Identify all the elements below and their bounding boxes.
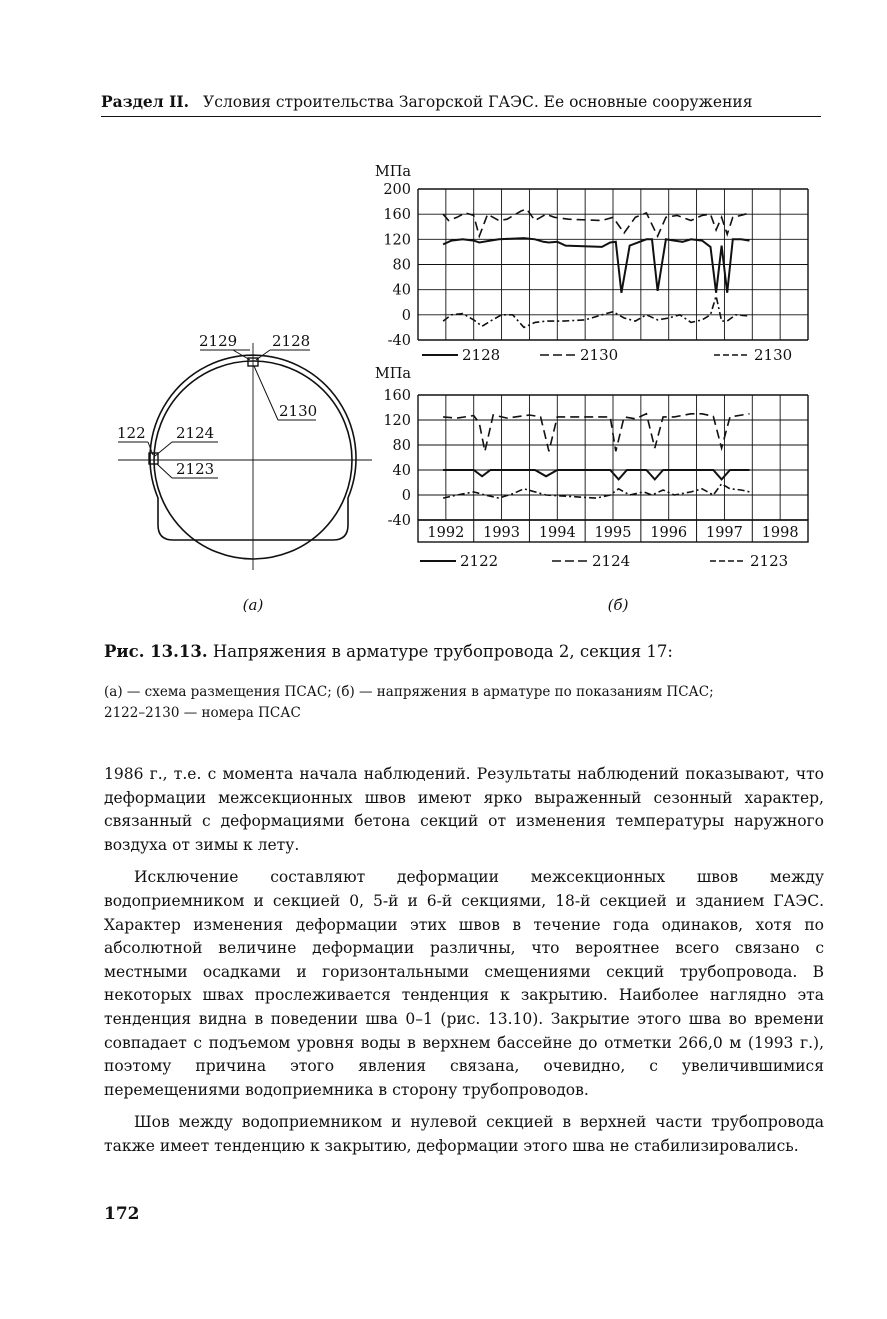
y-tick-label: 40 [392,463,411,479]
legend-label: 2122 [460,552,499,570]
leader-2130 [254,366,278,420]
y-tick-label: 0 [401,307,411,324]
scheme-label-122: 122 [117,424,146,442]
y-tick-label: 40 [392,282,411,299]
y-tick-label: 80 [392,438,411,454]
y-tick-label: 200 [383,182,411,198]
scheme-label-2130: 2130 [279,402,318,420]
paragraph-2: Исключение составляют деформации межсекционных швов между водоприемником и секцией 0, 5-й и 6-й секциями, 18-й секцией и зданием ГАЭС. Характер изменения деформации этих швов в течение года одинаков, хотя по абсолютной величине деформации различны, что вероятнее всего связано с местными осадками и горизонтальными смещениями секций трубопровода. В некоторых швах прослеживается тенденция к закрытию. Наиболее наглядно эта тенденция видна в поведении шва 0–1 (рис. 13.10). Закрытие этого шва во времени совпадает с подъемом уровня воды в верхнем бассейне до отметки 266,0 м (1993 г.), поэтому причина этого явления связана, очевидно, с увеличившимися перемещениями водоприемника в сторону трубопроводов. [104,868,824,1099]
x-tick-label: 1992 [427,525,465,541]
y-tick-label: 120 [383,232,411,249]
legend-label: 2130 [580,346,619,364]
x-tick-label: 1994 [538,525,576,541]
series-line-2130 [443,209,749,236]
figure-13-13 [0,0,887,630]
x-tick-label: 1995 [594,525,632,541]
series-line-2123 [443,484,749,498]
panel-b-label: (б) [607,596,629,614]
y-tick-label: -40 [387,333,411,349]
legend-label: 2123 [750,552,789,570]
y-tick-label: 0 [401,488,411,504]
header-title: Условия строительства Загорской ГАЭС. Ее основные сооружения [203,93,753,111]
caption-text: Напряжения в арматуре трубопровода 2, секция 17: [212,642,673,661]
page-number: 172 [104,1204,140,1224]
series-line-2124 [443,414,749,452]
y-axis-unit: МПа [374,366,411,382]
y-tick-label: -40 [387,513,411,529]
series-line-2122 [443,470,749,479]
pipe-scheme [118,343,372,570]
x-tick-label: 1997 [705,525,743,541]
caption-sub-line-2: 2122–2130 — номера ПСАС [104,705,301,721]
y-tick-label: 80 [392,257,411,274]
legend-label: 2128 [462,346,501,364]
scheme-label-2128: 2128 [272,332,311,350]
scheme-label-2124: 2124 [176,424,215,442]
y-tick-label: 160 [383,207,411,224]
scheme-label-2129: 2129 [199,332,238,350]
x-tick-label: 1998 [761,525,799,541]
panel-a-label: (а) [242,596,264,614]
leader-2123 [157,464,172,478]
y-tick-label: 120 [383,413,411,429]
series-line-2128 [443,238,749,293]
figure-caption [104,642,824,661]
y-axis-unit: МПа [374,164,411,180]
x-tick-label: 1993 [483,525,521,541]
caption-sub-line-1: (а) — схема размещения ПСАС; (б) — напряжения в арматуре по показаниям ПСАС; [104,684,714,700]
chart-top [375,164,808,364]
series-line-2130 [443,296,749,327]
y-tick-label: 160 [383,388,411,404]
caption-label: Рис. 13.13. [104,642,208,661]
paragraph-3: Шов между водоприемником и нулевой секцией в верхней части трубопровода также имеет тенденцию к закрытию, деформации этого шва не стабилизировались. [104,1113,824,1155]
caption-legend [104,682,824,724]
legend-label: 2130 [754,346,793,364]
section-label: Раздел II. [101,92,190,111]
body-text [104,763,824,1159]
scheme-label-2123: 2123 [176,460,215,478]
legend-label: 2124 [592,552,631,570]
x-tick-label: 1996 [650,525,688,541]
chart-bottom [375,366,808,570]
paragraph-1: 1986 г., т.е. с момента начала наблюдений. Результаты наблюдений показывают, что деформации межсекционных швов имеют ярко выраженный сезонный характер, связанный с деформациями бетона секций от изменения температуры наружного воздуха от зимы к лету. [104,765,824,854]
leader-2124 [155,442,172,456]
